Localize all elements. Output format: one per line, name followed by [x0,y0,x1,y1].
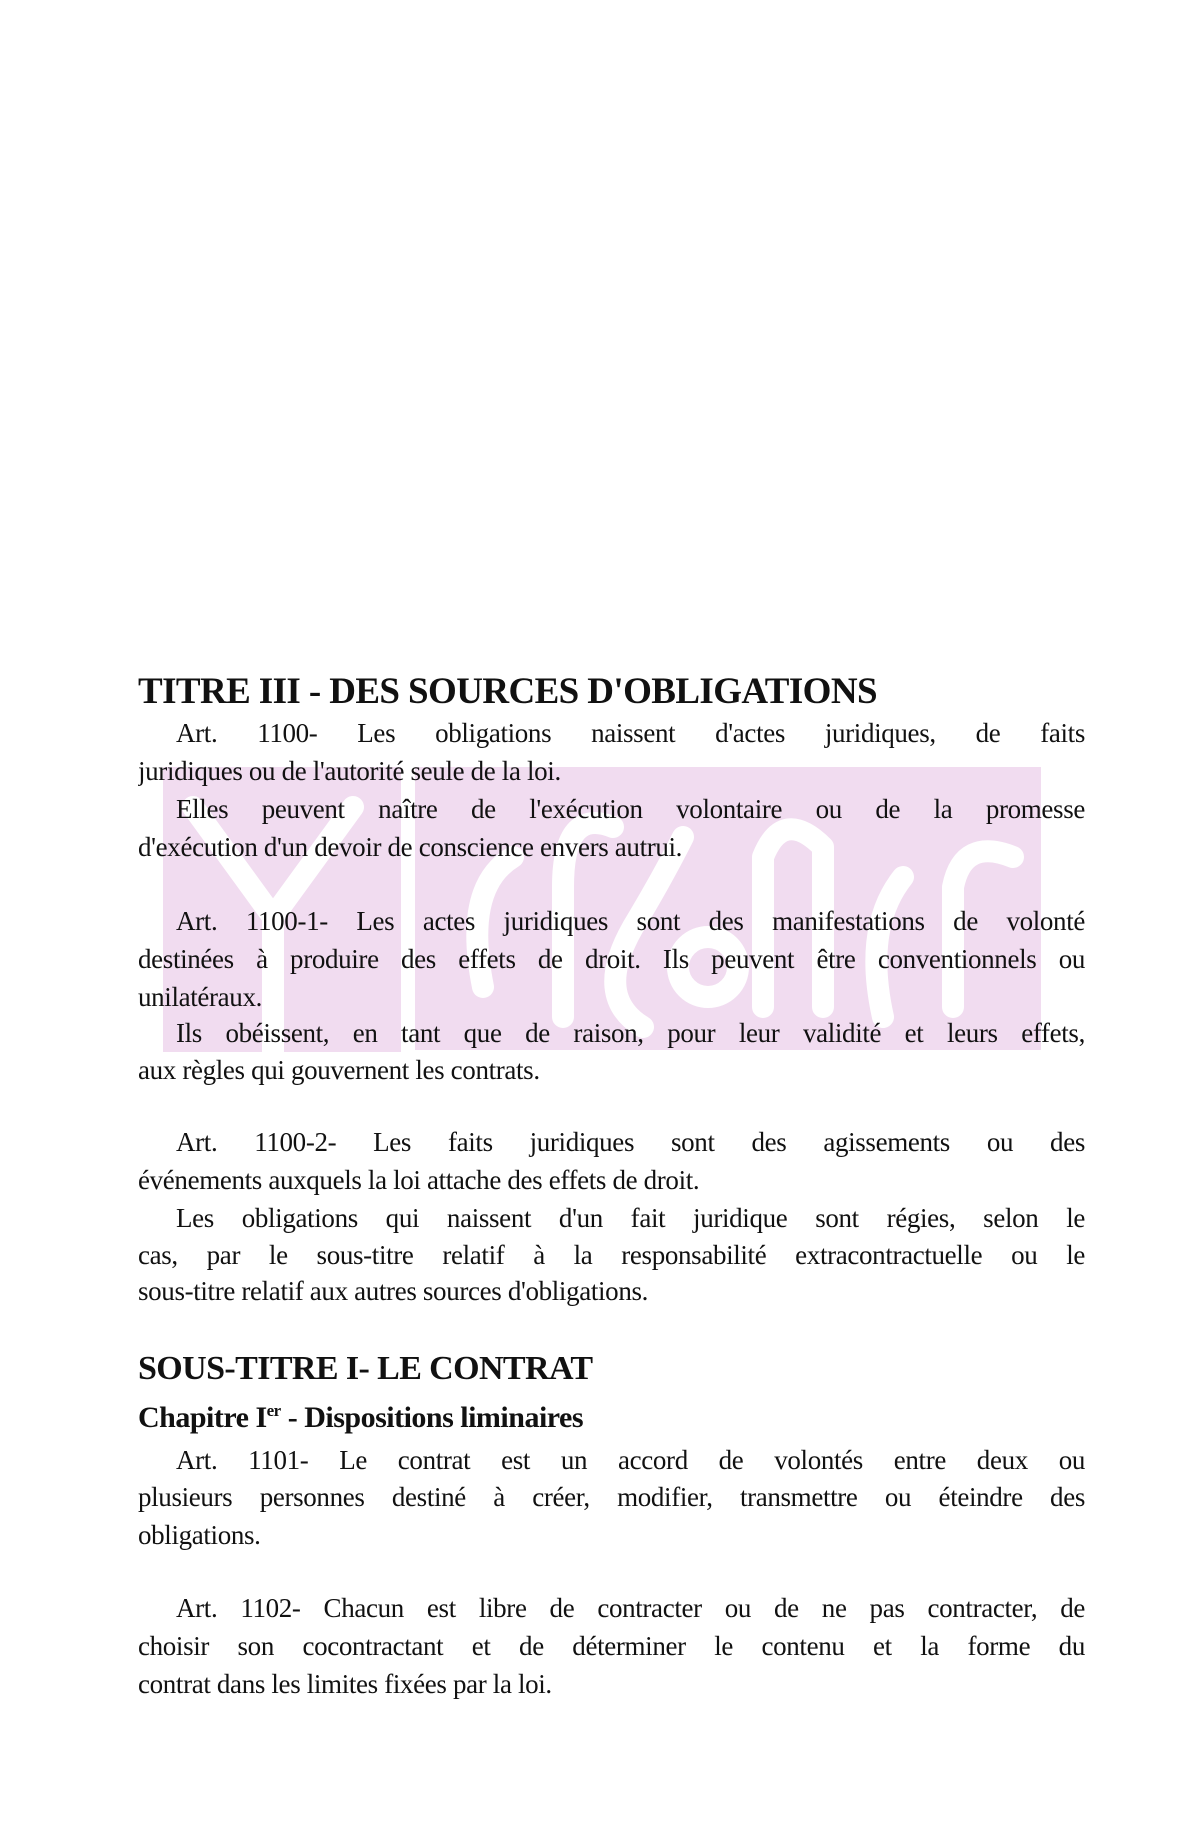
chapitre-prefix: Chapitre I [138,1401,267,1434]
art1101-line: plusieurs personnes destiné à créer, modifier, transmettre ou éteindre des [138,1482,1085,1512]
art1100-1-line: destinées à produire des effets de droit. Ils peuvent être conventionnels ou [138,944,1085,974]
titre-heading: TITRE III - DES SOURCES D'OBLIGATIONS [138,671,877,712]
art1100-2-line: Art. 1100-2- Les faits juridiques sont des agissements ou des [176,1127,1085,1157]
art1100-line: Art. 1100- Les obligations naissent d'actes juridiques, de faits [176,718,1085,748]
chapitre-heading [138,1401,583,1435]
art1100-2-line: sous-titre relatif aux autres sources d'obligations. [138,1276,649,1306]
art1100-line: juridiques ou de l'autorité seule de la loi. [138,756,561,786]
art1100-1-line: Ils obéissent, en tant que de raison, pour leur validité et leurs effets, [176,1018,1085,1048]
sous-titre-heading: SOUS-TITRE I- LE CONTRAT [138,1350,593,1387]
art1100-line: Elles peuvent naître de l'exécution volontaire ou de la promesse [176,794,1085,824]
art1100-1-line: unilatéraux. [138,982,262,1012]
art1102-line: choisir son cocontractant et de déterminer le contenu et la forme du [138,1631,1085,1661]
art1100-line: d'exécution d'un devoir de conscience envers autrui. [138,832,683,862]
art1100-2-line: cas, par le sous-titre relatif à la responsabilité extracontractuelle ou le [138,1240,1085,1270]
art1102-line: Art. 1102- Chacun est libre de contracter ou de ne pas contracter, de [176,1593,1085,1623]
art1100-2-line: Les obligations qui naissent d'un fait juridique sont régies, selon le [176,1203,1085,1233]
chapitre-suffix: - Dispositions liminaires [280,1401,584,1434]
art1100-1-line: Art. 1100-1- Les actes juridiques sont des manifestations de volonté [176,906,1085,936]
chapitre-sup: er [266,1401,281,1420]
art1101-line: obligations. [138,1520,261,1550]
art1100-1-line: aux règles qui gouvernent les contrats. [138,1055,540,1085]
art1101-line: Art. 1101- Le contrat est un accord de volontés entre deux ou [176,1445,1085,1475]
art1102-line: contrat dans les limites fixées par la loi. [138,1669,552,1699]
art1100-2-line: événements auxquels la loi attache des effets de droit. [138,1165,700,1195]
